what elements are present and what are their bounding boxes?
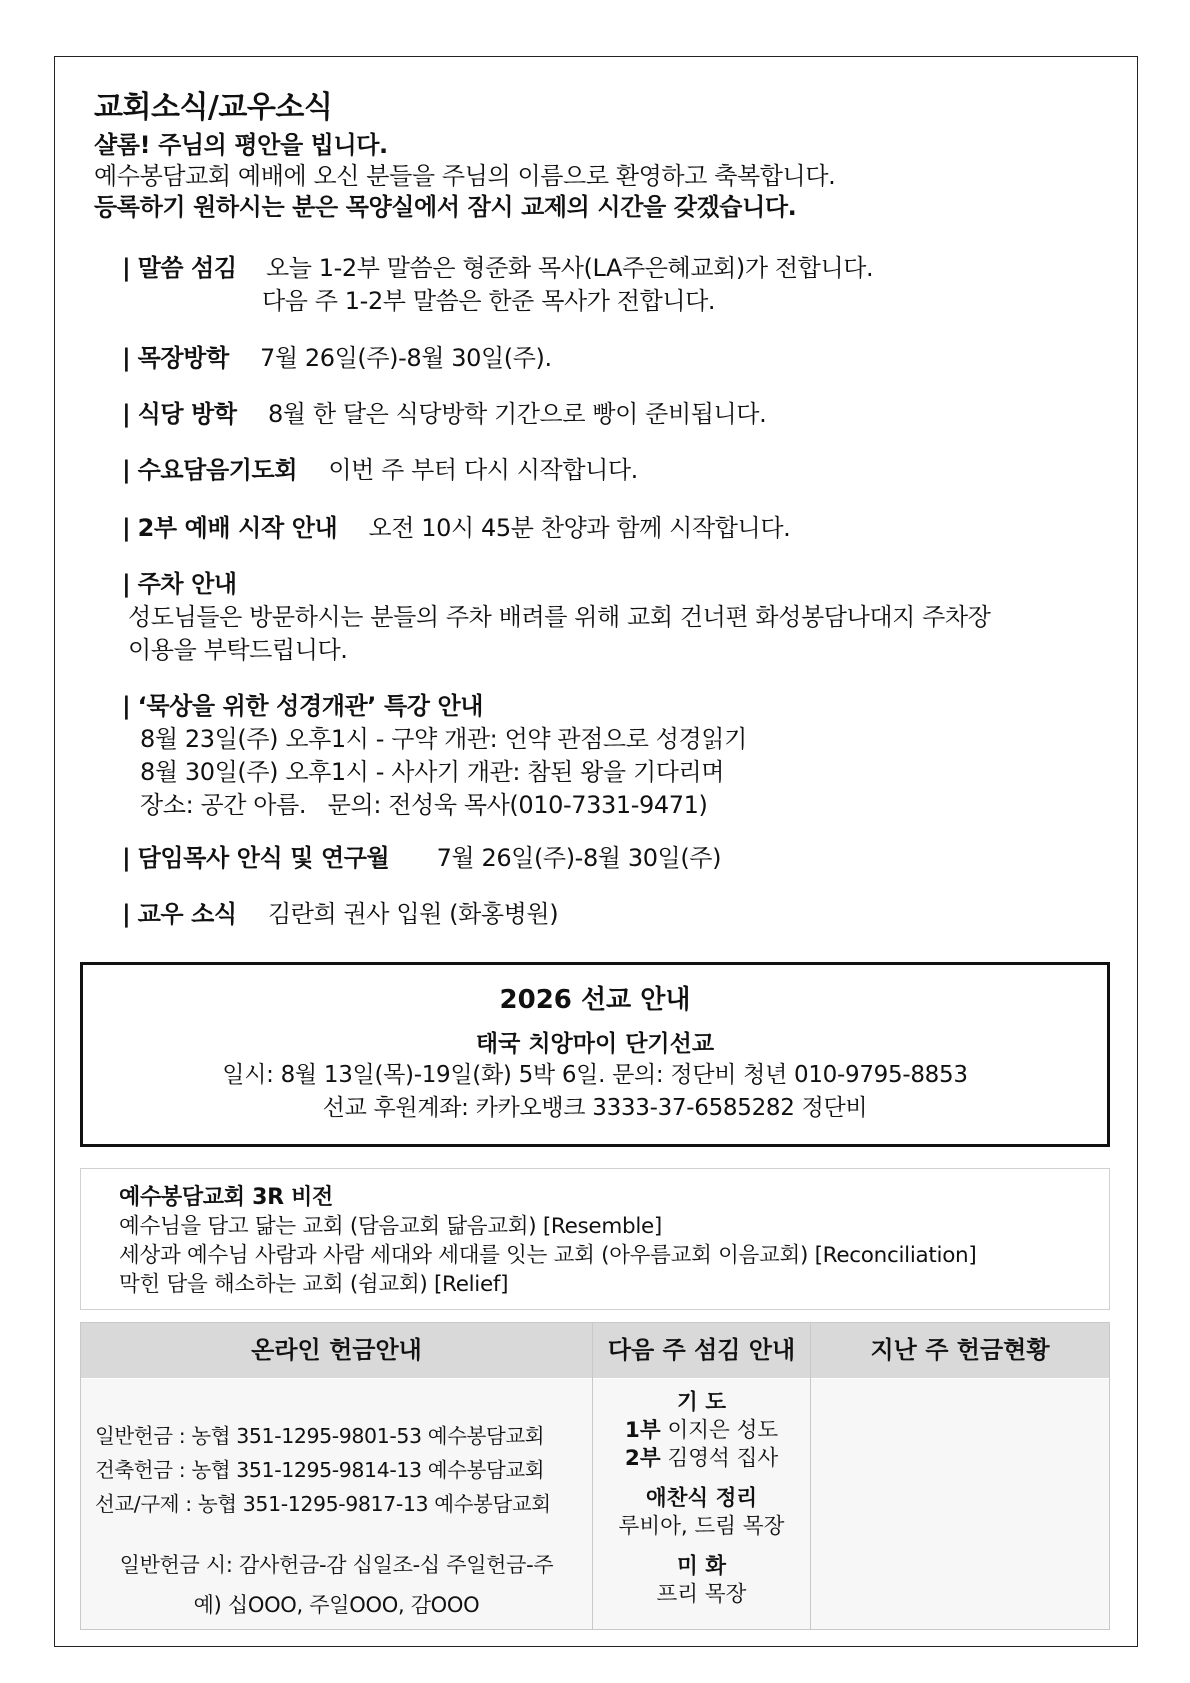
announcement-label: 목장방학 [137,344,229,372]
announcement-text: 오전 10시 45분 찬양과 함께 시작합니다. [368,514,791,542]
vision-title: 예수봉담교회 3R 비전 [119,1185,333,1210]
announcement-bible-lecture [122,690,747,822]
announcement-pastor-sabbatical [122,842,721,875]
mission-title: 2026 선교 안내 [499,985,691,1015]
service-person: 이지은 성도 [667,1418,779,1443]
table-header: 다음 주 섬김 안내 [593,1323,810,1378]
offering-note [81,1545,592,1625]
beauty-title: 미 화 [676,1554,727,1579]
prayer-second [593,1445,810,1473]
offering-status-cell [811,1379,1109,1629]
announcement-text: 7월 26일(주)-8월 30일(주). [259,344,552,372]
cleanup-title: 애찬식 정리 [645,1486,758,1511]
table-header: 지난 주 헌금현황 [811,1323,1109,1378]
account-list [95,1419,551,1521]
mission-account: 선교 후원계좌: 카카오뱅크 3333-37-6585282 정단비 [322,1095,868,1121]
announcement-second-service [122,512,790,545]
announcement-text: 오늘 1-2부 말씀은 형준화 목사(LA주은혜교회)가 전합니다. [265,254,874,282]
bar-mark: | [122,900,131,928]
cleanup-name: 루비아, 드림 목장 [618,1514,785,1539]
mission-box [80,962,1110,1147]
announcement-cafeteria-break [122,398,766,431]
announcement-label: 2부 예배 시작 안내 [137,514,338,542]
bar-mark: | [122,692,131,720]
vision-line: 막힌 담을 해소하는 교회 (쉼교회) [Relief] [119,1272,509,1297]
announcement-text: 성도님들은 방문하시는 분들의 주차 배려를 위해 교회 건너편 화성봉담나대지 주차장 [128,603,991,631]
mission-subtitle: 태국 치앙마이 단기선교 [475,1031,715,1057]
announcement-text: 다음 주 1-2부 말씀은 한준 목사가 전합니다. [262,287,716,315]
serving-cell [593,1379,810,1629]
announcement-label: 교우 소식 [137,900,237,928]
bar-mark: | [122,570,131,598]
bar-mark: | [122,400,131,428]
vision-line: 세상과 예수님 사람과 사람 세대와 세대를 잇는 교회 (아우름교회 이음교회) [Reconciliation] [119,1243,977,1268]
offering-note-example: 예) 십OOO, 주일OOO, 감OOO [193,1593,480,1617]
info-table [80,1322,1110,1630]
serving-list [593,1389,810,1609]
prayer-title: 기 도 [676,1390,727,1415]
beauty-name: 프리 목장 [656,1582,747,1607]
announcement-text: 8월 한 달은 식당방학 기간으로 빵이 준비됩니다. [267,400,767,428]
service-label: 1부 [624,1418,661,1443]
announcement-label: 말씀 섬김 [137,254,237,282]
announcement-text: 8월 30일(주) 오후1시 - 사사기 개관: 참된 왕을 기다리며 [140,758,725,786]
announcement-label: ‘묵상을 위한 성경개관’ 특강 안내 [137,692,484,720]
mission-schedule: 일시: 8월 13일(목)-19일(화) 5박 6일. 문의: 정단비 청년 010-9795-8853 [222,1062,968,1088]
offering-note-line: 일반헌금 시: 감사헌금-감 십일조-십 주일헌금-주 [119,1553,554,1577]
greeting-bold: 샬롬! 주님의 평안을 빕니다. [94,131,388,159]
announcement-label: 수요담음기도회 [137,456,298,484]
vision-box [80,1168,1110,1310]
column-divider [810,1323,811,1629]
announcement-pastoral-break [122,342,552,375]
page-title: 교회소식/교우소식 [94,90,333,125]
table-header: 온라인 헌금안내 [81,1323,592,1378]
bar-mark: | [122,514,131,542]
announcement-parking [122,568,991,667]
announcement-text: 7월 26일(주)-8월 30일(주) [436,844,722,872]
account-line: 선교/구제 : 농협 351-1295-9817-13 예수봉담교회 [95,1492,551,1516]
announcement-member-news [122,898,558,931]
announcement-label: 담임목사 안식 및 연구월 [137,844,390,872]
announcement-text: 이번 주 부터 다시 시작합니다. [328,456,638,484]
bar-mark: | [122,344,131,372]
prayer-first [593,1417,810,1445]
announcement-text: 김란희 권사 입원 (화홍병원) [267,900,559,928]
offering-cell [81,1379,592,1629]
column-divider [592,1323,593,1629]
announcement-text: 이용을 부탁드립니다. [128,636,348,664]
account-line: 일반헌금 : 농협 351-1295-9801-53 예수봉담교회 [95,1424,545,1448]
announcement-label: 주차 안내 [137,570,237,598]
service-person: 김영석 집사 [667,1446,779,1471]
announcement-sermon [122,252,873,318]
greeting-block [94,130,835,223]
announcement-text: 8월 23일(주) 오후1시 - 구약 개관: 언약 관점으로 성경읽기 [140,725,747,753]
bar-mark: | [122,456,131,484]
register-note: 등록하기 원하시는 분은 목양실에서 잠시 교제의 시간을 갖겠습니다. [94,193,797,221]
announcement-text: 장소: 공간 아름. 문의: 전성욱 목사(010-7331-9471) [140,791,708,819]
announcement-wed-prayer [122,454,638,487]
bar-mark: | [122,844,131,872]
bar-mark: | [122,254,131,282]
vision-line: 예수님을 담고 닮는 교회 (담음교회 닮음교회) [Resemble] [119,1214,663,1239]
greeting-text: 예수봉담교회 예배에 오신 분들을 주님의 이름으로 환영하고 축복합니다. [94,162,836,190]
announcement-label: 식당 방학 [137,400,237,428]
service-label: 2부 [624,1446,661,1471]
account-line: 건축헌금 : 농협 351-1295-9814-13 예수봉담교회 [95,1458,545,1482]
